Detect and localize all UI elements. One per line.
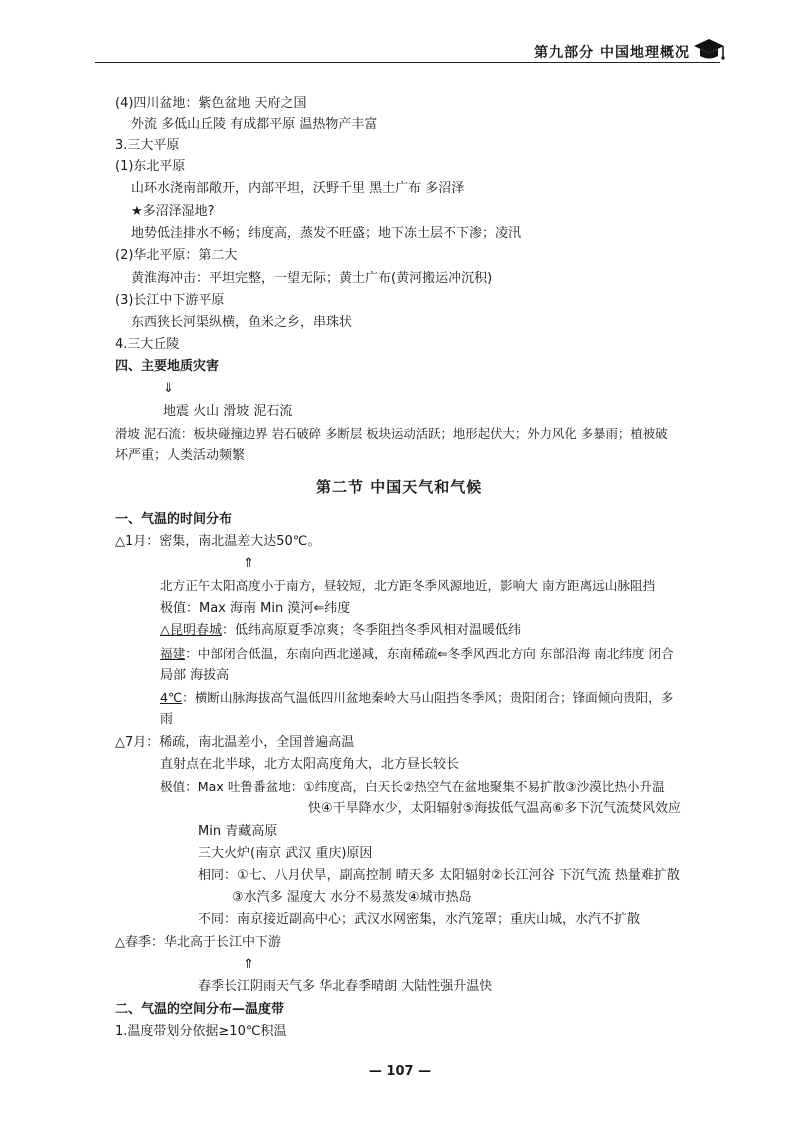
section-heading: 四、主要地质灾害 (115, 359, 220, 374)
text-line: 1.温度带划分依据≥10℃积温 (115, 1024, 287, 1039)
text-line: 外流 多低山丘陵 有成都平原 温热物产丰富 (131, 117, 378, 132)
text-line: △1月：密集，南北温差大达50℃。 (115, 534, 321, 549)
text-line: 北方正午太阳高度小于南方，昼较短，北方距冬季风源地近，影响大 南方距离远山脉阻挡 (160, 578, 656, 593)
text-line: △春季：华北高于长江中下游 (115, 935, 281, 950)
text-line: 地势低洼排水不畅；纬度高，蒸发不旺盛；地下冻土层不下渗；凌汛 (131, 226, 522, 241)
text-line: (2)华北平原：第二大 (115, 248, 238, 263)
text-line: 4℃：横断山脉海拔高气温低四川盆地秦岭大马山阻挡冬季风；贵阳闭合；锋面倾向贵阳，多 (160, 690, 674, 705)
underlined-term: △昆明春城 (160, 623, 223, 638)
text-line: 福建：中部闭合低温，东南向西北递减，东南稀疏⇐冬季风西北方向 东部沿海 南北纬度 闭合 (160, 646, 674, 661)
text-line: ③水汽多 湿度大 水分不易蒸发④城市热岛 (232, 890, 472, 905)
text-line: Min 青藏高原 (198, 824, 278, 839)
section-title: 第二节 中国天气和气候 (316, 478, 483, 496)
text-line: 三大火炉(南京 武汉 重庆)原因 (198, 846, 373, 861)
text-line: 不同：南京接近副高中心；武汉水网密集，水汽笼罩；重庆山城，水汽不扩散 (198, 912, 641, 927)
text-line: (4)四川盆地：紫色盆地 天府之国 (115, 96, 307, 111)
section-heading: 二、气温的空间分布—温度带 (115, 1002, 285, 1017)
up-arrow-icon: ⇑ (243, 556, 254, 571)
text-line: 滑坡 泥石流：板块碰撞边界 岩石破碎 多断层 板块运动活跃；地形起伏大；外力风化 多暴雨；植被破 (115, 426, 668, 441)
text-line: 坏严重；人类活动频繁 (115, 448, 246, 463)
text-line: 黄淮海冲击：平坦完整，一望无际；黄土广布(黄河搬运冲沉积) (131, 271, 493, 286)
text-line: (3)长江中下游平原 (115, 293, 225, 308)
up-arrow-icon: ⇑ (243, 957, 254, 972)
text-line: 4.三大丘陵 (115, 337, 180, 352)
text-line: △7月：稀疏，南北温差小，全国普遍高温 (115, 735, 355, 750)
header-rule (95, 62, 720, 63)
text-line: 3.三大平原 (115, 138, 180, 153)
underlined-term: 4℃ (160, 690, 183, 705)
text-line: 春季长江阴雨天气多 华北春季晴朗 大陆性强升温快 (198, 979, 493, 994)
text-line: ★多沼泽湿地? (131, 204, 215, 219)
section-heading: 一、气温的时间分布 (115, 512, 233, 527)
text-line: 直射点在北半球，北方太阳高度角大，北方昼长较长 (160, 757, 460, 772)
graduation-cap-icon (692, 36, 726, 62)
text-line: △昆明春城：低纬高原夏季凉爽；冬季阻挡冬季风相对温暖低纬 (160, 623, 522, 638)
text-line: 雨 (160, 712, 174, 727)
text-line: (1)东北平原 (115, 159, 186, 174)
page-header-title: 第九部分 中国地理概况 (534, 45, 690, 61)
text-line: 局部 海拔高 (160, 668, 230, 683)
text-line: 山环水浇南部敞开，内部平坦，沃野千里 黑土广布 多沼泽 (131, 181, 465, 196)
text-line: 相同：①七、八月伏旱，副高控制 晴天多 太阳辐射②长江河谷 下沉气流 热量难扩散 (198, 868, 680, 883)
text-line: 极值：Max 海南 Min 漠河⇐纬度 (160, 601, 351, 616)
text-line: 极值：Max 吐鲁番盆地：①纬度高，白天长②热空气在盆地聚集不易扩散③沙漠比热小升温 (160, 779, 665, 794)
underlined-term: 福建 (160, 646, 186, 661)
text-line: 地震 火山 滑坡 泥石流 (163, 404, 293, 419)
page-number: — 107 — (368, 1064, 432, 1079)
down-arrow-icon: ⇓ (163, 381, 174, 396)
text-line: 东西狭长河渠纵横，鱼米之乡，串珠状 (131, 315, 353, 330)
text-line: 快④干旱降水少，太阳辐射⑤海拔低气温高⑥多下沉气流焚风效应 (308, 801, 681, 816)
